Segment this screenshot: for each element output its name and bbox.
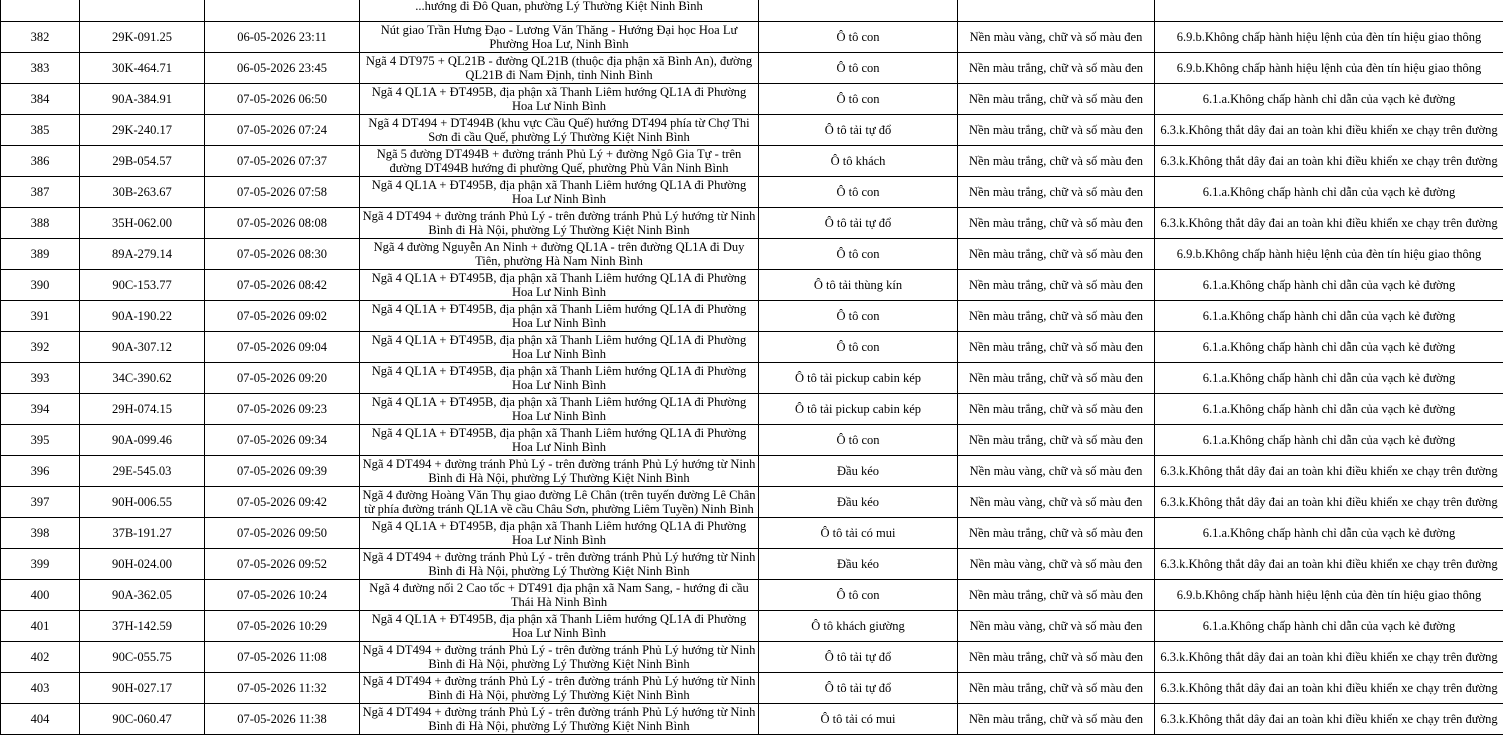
- location-cell: Ngã 4 QL1A + ĐT495B, địa phận xã Thanh Liêm hướng QL1A đi Phường Hoa Lư Ninh Bình: [360, 84, 759, 115]
- plate-number-cell: 30B-263.67: [80, 177, 205, 208]
- location-cell: Ngã 4 DT494 + đường tránh Phủ Lý - trên đường tránh Phủ Lý hướng từ Ninh Bình đi Hà Nội, phường Lý Thường Kiệt Ninh Bình: [360, 549, 759, 580]
- violation-time-cell: 07-05-2026 11:08: [205, 642, 360, 673]
- plate-color-cell: Nền màu trắng, chữ và số màu đen: [958, 425, 1155, 456]
- plate-color-cell: Nền màu trắng, chữ và số màu đen: [958, 208, 1155, 239]
- table-row: [1, 208, 1503, 239]
- table-row: [1, 704, 1503, 735]
- vehicle-type-cell: Ô tô con: [759, 22, 958, 53]
- violation-time-cell: 07-05-2026 09:34: [205, 425, 360, 456]
- plate-number-cell: 90A-362.05: [80, 580, 205, 611]
- vehicle-type-cell: Đầu kéo: [759, 456, 958, 487]
- plate-number-cell: [80, 0, 205, 22]
- table-row: [1, 301, 1503, 332]
- violation-cell: 6.9.b.Không chấp hành hiệu lệnh của đèn tín hiệu giao thông: [1155, 53, 1503, 84]
- violation-cell: 6.3.k.Không thắt dây đai an toàn khi điều khiển xe chạy trên đường: [1155, 642, 1503, 673]
- row-number-cell: 400: [1, 580, 80, 611]
- vehicle-type-cell: [759, 0, 958, 22]
- vehicle-type-cell: Ô tô tải tự đổ: [759, 673, 958, 704]
- plate-color-cell: Nền màu vàng, chữ và số màu đen: [958, 487, 1155, 518]
- violation-cell: 6.1.a.Không chấp hành chỉ dẫn của vạch kẻ đường: [1155, 394, 1503, 425]
- plate-color-cell: Nền màu trắng, chữ và số màu đen: [958, 704, 1155, 735]
- plate-color-cell: Nền màu vàng, chữ và số màu đen: [958, 549, 1155, 580]
- violation-cell: 6.3.k.Không thắt dây đai an toàn khi điều khiển xe chạy trên đường: [1155, 115, 1503, 146]
- table-row: [1, 673, 1503, 704]
- violation-time-cell: [205, 0, 360, 22]
- table-row: [1, 270, 1503, 301]
- violation-cell: 6.3.k.Không thắt dây đai an toàn khi điều khiển xe chạy trên đường: [1155, 208, 1503, 239]
- violation-cell: 6.1.a.Không chấp hành chỉ dẫn của vạch kẻ đường: [1155, 518, 1503, 549]
- row-number-cell: 403: [1, 673, 80, 704]
- location-cell: Ngã 4 QL1A + ĐT495B, địa phận xã Thanh Liêm hướng QL1A đi Phường Hoa Lư Ninh Bình: [360, 394, 759, 425]
- violation-cell: 6.3.k.Không thắt dây đai an toàn khi điều khiển xe chạy trên đường: [1155, 456, 1503, 487]
- location-cell: Ngã 4 DT975 + QL21B - đường QL21B (thuộc địa phận xã Bình An), đường QL21B đi Nam Định, tỉnh Ninh Bình: [360, 53, 759, 84]
- plate-number-cell: 29K-091.25: [80, 22, 205, 53]
- row-number-cell: [1, 0, 80, 22]
- plate-color-cell: Nền màu vàng, chữ và số màu đen: [958, 611, 1155, 642]
- violation-cell: 6.1.a.Không chấp hành chỉ dẫn của vạch kẻ đường: [1155, 270, 1503, 301]
- table-row: [1, 580, 1503, 611]
- plate-number-cell: 37H-142.59: [80, 611, 205, 642]
- location-cell: Ngã 4 QL1A + ĐT495B, địa phận xã Thanh Liêm hướng QL1A đi Phường Hoa Lư Ninh Bình: [360, 301, 759, 332]
- table-row: [1, 611, 1503, 642]
- violation-cell: 6.1.a.Không chấp hành chỉ dẫn của vạch kẻ đường: [1155, 425, 1503, 456]
- table-row: [1, 425, 1503, 456]
- location-cell: Ngã 4 QL1A + ĐT495B, địa phận xã Thanh Liêm hướng QL1A đi Phường Hoa Lư Ninh Bình: [360, 363, 759, 394]
- table-row: [1, 394, 1503, 425]
- violation-time-cell: 07-05-2026 07:37: [205, 146, 360, 177]
- violation-time-cell: 07-05-2026 11:38: [205, 704, 360, 735]
- plate-number-cell: 29K-240.17: [80, 115, 205, 146]
- vehicle-type-cell: Ô tô khách: [759, 146, 958, 177]
- table-row: [1, 456, 1503, 487]
- plate-number-cell: 29B-054.57: [80, 146, 205, 177]
- location-cell: Ngã 4 DT494 + đường tránh Phủ Lý - trên đường tránh Phủ Lý hướng từ Ninh Bình đi Hà Nội, phường Lý Thường Kiệt Ninh Bình: [360, 456, 759, 487]
- plate-color-cell: Nền màu trắng, chữ và số màu đen: [958, 301, 1155, 332]
- vehicle-type-cell: Ô tô tải thùng kín: [759, 270, 958, 301]
- row-number-cell: 399: [1, 549, 80, 580]
- row-number-cell: 393: [1, 363, 80, 394]
- location-cell: Ngã 4 đường Hoàng Văn Thụ giao đường Lê Chân (trên tuyến đường Lê Chân từ phía đường tránh QL1A về cầu Châu Sơn, phường Liêm Tuyền) Ninh Bình: [360, 487, 759, 518]
- location-cell: Ngã 4 QL1A + ĐT495B, địa phận xã Thanh Liêm hướng QL1A đi Phường Hoa Lư Ninh Bình: [360, 518, 759, 549]
- violation-time-cell: 07-05-2026 09:42: [205, 487, 360, 518]
- row-number-cell: 394: [1, 394, 80, 425]
- row-number-cell: 397: [1, 487, 80, 518]
- vehicle-type-cell: Ô tô con: [759, 580, 958, 611]
- table-row: [1, 549, 1503, 580]
- plate-number-cell: 37B-191.27: [80, 518, 205, 549]
- location-cell: Ngã 4 DT494 + đường tránh Phủ Lý - trên đường tránh Phủ Lý hướng từ Ninh Bình đi Hà Nội, phường Lý Thường Kiệt Ninh Bình: [360, 704, 759, 735]
- row-number-cell: 391: [1, 301, 80, 332]
- row-number-cell: 389: [1, 239, 80, 270]
- plate-color-cell: Nền màu trắng, chữ và số màu đen: [958, 673, 1155, 704]
- vehicle-type-cell: Ô tô tải tự đổ: [759, 642, 958, 673]
- row-number-cell: 404: [1, 704, 80, 735]
- plate-color-cell: Nền màu vàng, chữ và số màu đen: [958, 22, 1155, 53]
- vehicle-type-cell: Ô tô con: [759, 84, 958, 115]
- violation-cell: 6.9.b.Không chấp hành hiệu lệnh của đèn tín hiệu giao thông: [1155, 239, 1503, 270]
- violation-time-cell: 07-05-2026 08:42: [205, 270, 360, 301]
- plate-number-cell: 29H-074.15: [80, 394, 205, 425]
- plate-color-cell: Nền màu vàng, chữ và số màu đen: [958, 456, 1155, 487]
- plate-color-cell: Nền màu trắng, chữ và số màu đen: [958, 239, 1155, 270]
- plate-color-cell: Nền màu trắng, chữ và số màu đen: [958, 394, 1155, 425]
- row-number-cell: 396: [1, 456, 80, 487]
- violation-time-cell: 07-05-2026 09:52: [205, 549, 360, 580]
- plate-color-cell: Nền màu trắng, chữ và số màu đen: [958, 580, 1155, 611]
- location-cell: Ngã 4 DT494 + đường tránh Phủ Lý - trên đường tránh Phủ Lý hướng từ Ninh Bình đi Hà Nội, phường Lý Thường Kiệt Ninh Bình: [360, 208, 759, 239]
- table-row: [1, 642, 1503, 673]
- plate-color-cell: Nền màu trắng, chữ và số màu đen: [958, 53, 1155, 84]
- violation-cell: 6.3.k.Không thắt dây đai an toàn khi điều khiển xe chạy trên đường: [1155, 146, 1503, 177]
- location-cell: Ngã 4 QL1A + ĐT495B, địa phận xã Thanh Liêm hướng QL1A đi Phường Hoa Lư Ninh Bình: [360, 332, 759, 363]
- violation-time-cell: 07-05-2026 07:24: [205, 115, 360, 146]
- plate-number-cell: 90H-006.55: [80, 487, 205, 518]
- violation-cell: 6.9.b.Không chấp hành hiệu lệnh của đèn tín hiệu giao thông: [1155, 22, 1503, 53]
- row-number-cell: 401: [1, 611, 80, 642]
- location-cell: Ngã 4 QL1A + ĐT495B, địa phận xã Thanh Liêm hướng QL1A đi Phường Hoa Lư Ninh Bình: [360, 425, 759, 456]
- row-number-cell: 387: [1, 177, 80, 208]
- table-row: [1, 0, 1503, 22]
- violation-cell: 6.1.a.Không chấp hành chỉ dẫn của vạch kẻ đường: [1155, 332, 1503, 363]
- violation-time-cell: 07-05-2026 06:50: [205, 84, 360, 115]
- row-number-cell: 390: [1, 270, 80, 301]
- plate-color-cell: Nền màu trắng, chữ và số màu đen: [958, 518, 1155, 549]
- plate-number-cell: 90H-027.17: [80, 673, 205, 704]
- plate-color-cell: Nền màu trắng, chữ và số màu đen: [958, 642, 1155, 673]
- row-number-cell: 383: [1, 53, 80, 84]
- location-cell: Nút giao Trần Hưng Đạo - Lương Văn Thăng - Hướng Đại học Hoa Lư Phường Hoa Lư, Ninh Bình: [360, 22, 759, 53]
- location-cell: Ngã 4 DT494 + đường tránh Phủ Lý - trên đường tránh Phủ Lý hướng từ Ninh Bình đi Hà Nội, phường Lý Thường Kiệt Ninh Bình: [360, 673, 759, 704]
- table-row: [1, 22, 1503, 53]
- row-number-cell: 382: [1, 22, 80, 53]
- plate-number-cell: 90C-055.75: [80, 642, 205, 673]
- plate-color-cell: Nền màu trắng, chữ và số màu đen: [958, 115, 1155, 146]
- table-row: [1, 115, 1503, 146]
- vehicle-type-cell: Đầu kéo: [759, 487, 958, 518]
- plate-number-cell: 30K-464.71: [80, 53, 205, 84]
- location-cell: Ngã 4 QL1A + ĐT495B, địa phận xã Thanh Liêm hướng QL1A đi Phường Hoa Lư Ninh Bình: [360, 270, 759, 301]
- vehicle-type-cell: Đầu kéo: [759, 549, 958, 580]
- plate-color-cell: [958, 0, 1155, 22]
- violation-cell: 6.3.k.Không thắt dây đai an toàn khi điều khiển xe chạy trên đường: [1155, 704, 1503, 735]
- plate-color-cell: Nền màu trắng, chữ và số màu đen: [958, 177, 1155, 208]
- vehicle-type-cell: Ô tô tải tự đổ: [759, 208, 958, 239]
- plate-color-cell: Nền màu trắng, chữ và số màu đen: [958, 332, 1155, 363]
- plate-number-cell: 90A-307.12: [80, 332, 205, 363]
- table-row: [1, 487, 1503, 518]
- plate-number-cell: 90H-024.00: [80, 549, 205, 580]
- violation-time-cell: 07-05-2026 09:39: [205, 456, 360, 487]
- vehicle-type-cell: Ô tô tải có mui: [759, 518, 958, 549]
- plate-number-cell: 90A-099.46: [80, 425, 205, 456]
- plate-color-cell: Nền màu trắng, chữ và số màu đen: [958, 363, 1155, 394]
- violation-time-cell: 06-05-2026 23:45: [205, 53, 360, 84]
- table-row: [1, 53, 1503, 84]
- table-row: [1, 177, 1503, 208]
- violation-time-cell: 07-05-2026 09:04: [205, 332, 360, 363]
- plate-number-cell: 35H-062.00: [80, 208, 205, 239]
- violation-cell: 6.3.k.Không thắt dây đai an toàn khi điều khiển xe chạy trên đường: [1155, 487, 1503, 518]
- row-number-cell: 402: [1, 642, 80, 673]
- violation-time-cell: 07-05-2026 08:08: [205, 208, 360, 239]
- vehicle-type-cell: Ô tô tải pickup cabin kép: [759, 394, 958, 425]
- plate-number-cell: 89A-279.14: [80, 239, 205, 270]
- vehicle-type-cell: Ô tô con: [759, 332, 958, 363]
- vehicle-type-cell: Ô tô con: [759, 53, 958, 84]
- location-cell: Ngã 5 đường DT494B + đường tránh Phủ Lý + đường Ngô Gia Tự - trên đường DT494B hướng đi phường Quế, phường Phù Vân Ninh Bình: [360, 146, 759, 177]
- row-number-cell: 385: [1, 115, 80, 146]
- violation-cell: 6.1.a.Không chấp hành chỉ dẫn của vạch kẻ đường: [1155, 177, 1503, 208]
- violation-cell: [1155, 0, 1503, 22]
- violation-cell: 6.1.a.Không chấp hành chỉ dẫn của vạch kẻ đường: [1155, 84, 1503, 115]
- plate-color-cell: Nền màu trắng, chữ và số màu đen: [958, 84, 1155, 115]
- row-number-cell: 398: [1, 518, 80, 549]
- table-row: [1, 239, 1503, 270]
- plate-number-cell: 90A-384.91: [80, 84, 205, 115]
- violation-cell: 6.9.b.Không chấp hành hiệu lệnh của đèn tín hiệu giao thông: [1155, 580, 1503, 611]
- violation-time-cell: 07-05-2026 09:20: [205, 363, 360, 394]
- vehicle-type-cell: Ô tô con: [759, 425, 958, 456]
- violation-time-cell: 07-05-2026 10:24: [205, 580, 360, 611]
- location-cell: Ngã 4 DT494 + đường tránh Phủ Lý - trên đường tránh Phủ Lý hướng từ Ninh Bình đi Hà Nội, phường Lý Thường Kiệt Ninh Bình: [360, 642, 759, 673]
- row-number-cell: 395: [1, 425, 80, 456]
- violation-time-cell: 07-05-2026 10:29: [205, 611, 360, 642]
- plate-number-cell: 90C-060.47: [80, 704, 205, 735]
- table-row: [1, 518, 1503, 549]
- location-cell: Ngã 4 đường Nguyễn An Ninh + đường QL1A - trên đường QL1A đi Duy Tiên, phường Hà Nam Ninh Bình: [360, 239, 759, 270]
- vehicle-type-cell: Ô tô con: [759, 239, 958, 270]
- vehicle-type-cell: Ô tô tải có mui: [759, 704, 958, 735]
- table-row: [1, 146, 1503, 177]
- violation-time-cell: 07-05-2026 09:02: [205, 301, 360, 332]
- violation-cell: 6.1.a.Không chấp hành chỉ dẫn của vạch kẻ đường: [1155, 363, 1503, 394]
- plate-number-cell: 34C-390.62: [80, 363, 205, 394]
- vehicle-type-cell: Ô tô con: [759, 301, 958, 332]
- plate-number-cell: 90A-190.22: [80, 301, 205, 332]
- vehicle-type-cell: Ô tô tải tự đổ: [759, 115, 958, 146]
- location-cell: Ngã 4 QL1A + ĐT495B, địa phận xã Thanh Liêm hướng QL1A đi Phường Hoa Lư Ninh Bình: [360, 177, 759, 208]
- location-cell: ...hướng đi Đô Quan, phường Lý Thường Kiệt Ninh Bình: [360, 0, 759, 22]
- violation-time-cell: 07-05-2026 09:23: [205, 394, 360, 425]
- violation-time-cell: 07-05-2026 11:32: [205, 673, 360, 704]
- location-cell: Ngã 4 DT494 + DT494B (khu vực Cầu Quế) hướng DT494 phía từ Chợ Thi Sơn đi cầu Quế, phường Lý Thường Kiệt Ninh Bình: [360, 115, 759, 146]
- location-cell: Ngã 4 đường nối 2 Cao tốc + DT491 địa phận xã Nam Sang, - hướng đi cầu Thái Hà Ninh Bình: [360, 580, 759, 611]
- vehicle-type-cell: Ô tô con: [759, 177, 958, 208]
- row-number-cell: 392: [1, 332, 80, 363]
- row-number-cell: 384: [1, 84, 80, 115]
- table-row: [1, 363, 1503, 394]
- plate-color-cell: Nền màu trắng, chữ và số màu đen: [958, 146, 1155, 177]
- violation-time-cell: 07-05-2026 08:30: [205, 239, 360, 270]
- violation-cell: 6.3.k.Không thắt dây đai an toàn khi điều khiển xe chạy trên đường: [1155, 549, 1503, 580]
- violations-table-body: [1, 0, 1503, 735]
- plate-number-cell: 90C-153.77: [80, 270, 205, 301]
- violation-cell: 6.1.a.Không chấp hành chỉ dẫn của vạch kẻ đường: [1155, 301, 1503, 332]
- violation-cell: 6.1.a.Không chấp hành chỉ dẫn của vạch kẻ đường: [1155, 611, 1503, 642]
- violation-time-cell: 06-05-2026 23:11: [205, 22, 360, 53]
- violation-time-cell: 07-05-2026 07:58: [205, 177, 360, 208]
- plate-color-cell: Nền màu trắng, chữ và số màu đen: [958, 270, 1155, 301]
- violation-time-cell: 07-05-2026 09:50: [205, 518, 360, 549]
- plate-number-cell: 29E-545.03: [80, 456, 205, 487]
- vehicle-type-cell: Ô tô tải pickup cabin kép: [759, 363, 958, 394]
- vehicle-type-cell: Ô tô khách giường: [759, 611, 958, 642]
- row-number-cell: 386: [1, 146, 80, 177]
- table-row: [1, 332, 1503, 363]
- location-cell: Ngã 4 QL1A + ĐT495B, địa phận xã Thanh Liêm hướng QL1A đi Phường Hoa Lư Ninh Bình: [360, 611, 759, 642]
- row-number-cell: 388: [1, 208, 80, 239]
- table-row: [1, 84, 1503, 115]
- violation-cell: 6.3.k.Không thắt dây đai an toàn khi điều khiển xe chạy trên đường: [1155, 673, 1503, 704]
